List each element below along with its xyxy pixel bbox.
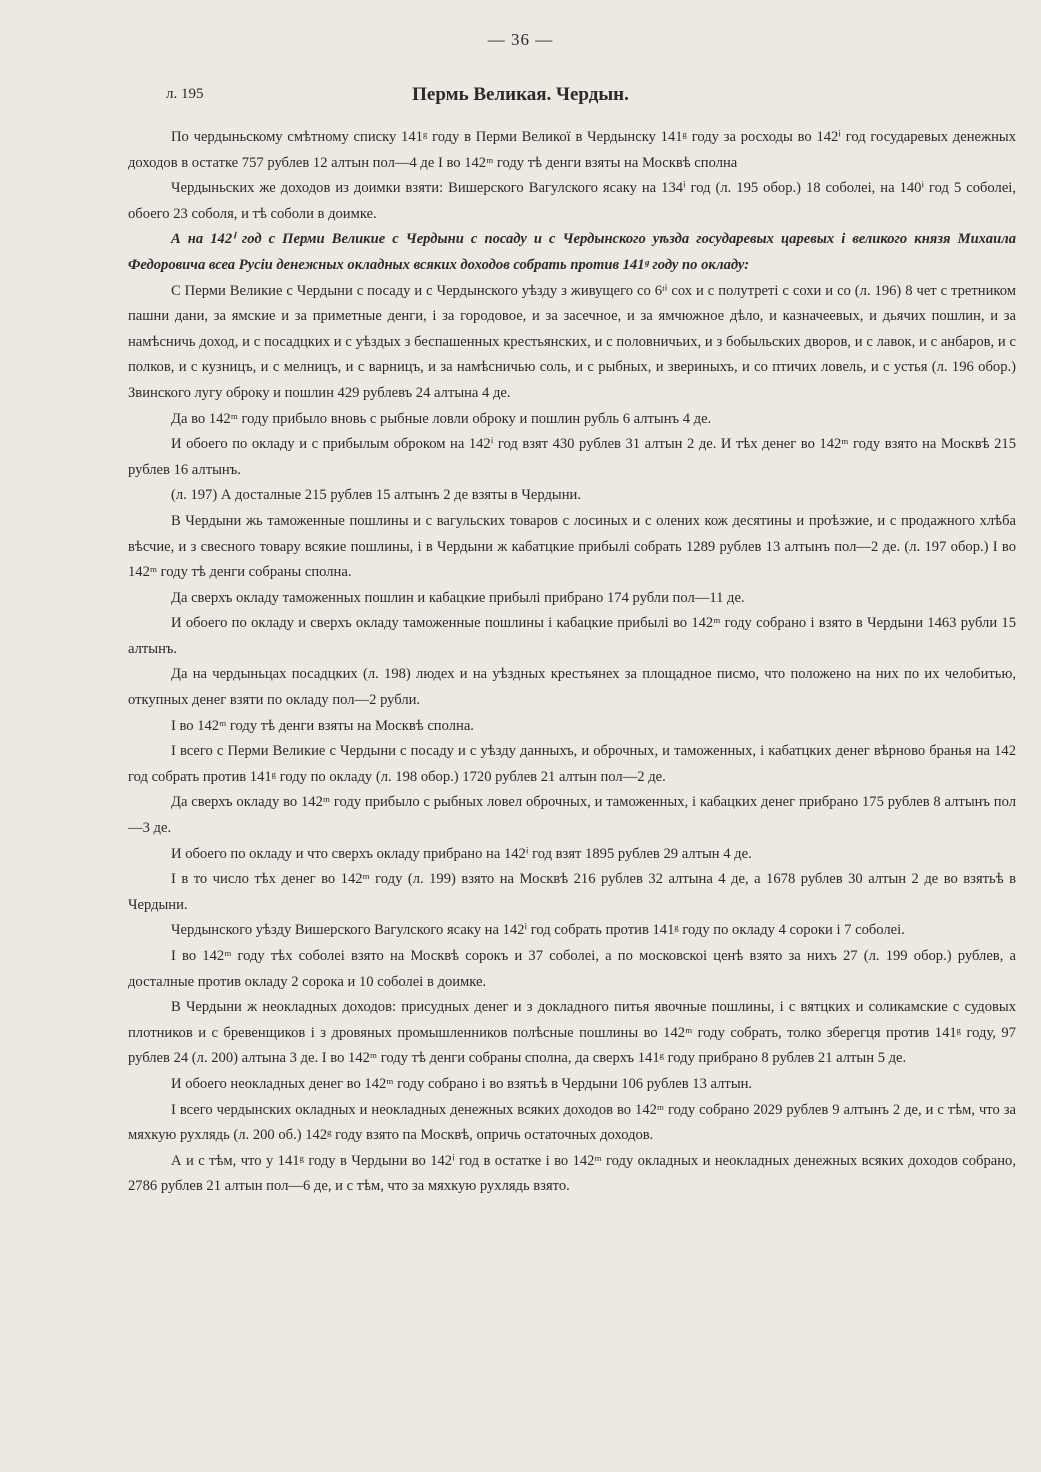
paragraph: В Чердыни ж неокладных доходов: присудных денег и з докладного питья явочные пошлины, і с вятцких и соликамские с судовых плотников и с бревенщиков і з дровяных промышленников полѣсные пошлины во 142ᵐ году собрать, толко зберегця против 141ᵍ году, 97 рублев 24 (л. 200) алтына 3 де. І во 142ᵐ году тѣ денги собраны сполна, да сверхъ 141ᵍ году прибрано 8 рублев 21 алтын 5 де. xyxy=(128,999,1016,1067)
paragraph: Чердынского уѣзду Вишерского Вагулского ясаку на 142ⁱ год собрать против 141ᵍ году по окладу 4 сороки і 7 соболеі. xyxy=(171,922,905,939)
page-title: Пермь Великая. Чердын. xyxy=(412,84,629,105)
paragraph: С Перми Великие с Чердыни с посаду и с Чердынского уѣзду з живущего со 6ᵗⁱ сох и с полутреті с сохи и со (л. 196) 8 чет с третником пашни дани, за ямские и за приметные денги, і за городовое, и за засечное, и за ямчюжное дѣло, и казначеевых, и дьячих пошлин, и за намѣсничь доход, и с посадцких и с уѣздых з беспашенных крестьянских, и с половничьих, и з бобыльских дворов, и с лавок, и с анбаров, и с полков, и с кузницъ, и с мелницъ, и с варницъ, и за намѣсничью соль, и с рыбных, и звериныхъ, и со птичих ловель, и с устья (л. 196 обор.) Звинского лугу оброку и пошлин 429 рублевъ 24 алтына 4 де. xyxy=(128,282,1016,401)
paragraph: І во 142ᵐ году тѣх соболеі взято на Москвѣ сорокъ и 37 соболеі, а по московскоі ценѣ взято за нихъ 27 (л. 199 обор.) рублев, а досталные против окладу 2 сорока и 10 соболеі в доимке. xyxy=(128,948,1016,990)
paragraph: И обоего по окладу и с прибылым оброком на 142ⁱ год взят 430 рублев 31 алтын 2 де. И тѣх денег во 142ᵐ году взято на Москвѣ 215 рублев 16 алтынъ. xyxy=(128,436,1016,478)
paragraph: А и с тѣм, что у 141ᵍ году в Чердыни во 142ⁱ год в остатке і во 142ᵐ году окладных и неокладных денежных всяких доходов собрано, 2786 рублев 21 алтын пол—6 де, и с тѣм, что за мяхкую рухлядь взято. xyxy=(128,1152,1016,1195)
paragraph: І во 142ᵐ году тѣ денги взяты на Москвѣ сполна. xyxy=(171,717,474,734)
paragraph: По чердыньскому смѣтному списку 141ᵍ году в Перми Великої в Чердынску 141ᵍ году за росходы во 142ⁱ год государевых денежных доходов в остатке 757 рублев 12 алтын пол—4 де І во 142ᵐ году тѣ денги взяты на Москвѣ сполна xyxy=(128,129,1016,171)
paragraph: В Чердыни жь таможенные пошлины и с вагульских товаров с лосиных и с олених кож десятины и проѣзжие, и с продажного хлѣба вѣсчие, и з свесного товару всякие пошлины, і в Чердыни ж кабатцкие прибылі собрать 1289 рублев 13 алтынъ пол—2 де. (л. 197 обор.) І во 142ᵐ году тѣ денги собраны сполна. xyxy=(128,512,1016,581)
sheet-reference: л. 195 xyxy=(166,86,204,102)
paragraph: І всего с Перми Великие с Чердыни с посаду и с уѣзду данныхъ, и оброчных, и таможенных, і кабатцких денег вѣрново бранья на 142 год собрать против 141ᵍ году по окладу (л. 198 обор.) 1720 рублев 21 алтын пол—2 де. xyxy=(128,743,1016,785)
page-number: — 36 — xyxy=(487,30,554,49)
paragraph-italic-heading: А на 142ⁱ год с Перми Великие с Чердыни с посаду и с Чердынского уѣзда государевых царевых і великого князя Михаила Федоровича всеа Русіи денежных окладных всяких доходов собрать против 141ᵍ году по окладу: xyxy=(128,231,1016,273)
body-text xyxy=(128,125,1016,1200)
paragraph: І всего чердынских окладных и неокладных денежных всяких доходов во 142ᵐ году собрано 2029 рублев 9 алтынъ 2 де, и с тѣм, что за мяхкую рухлядь (л. 200 об.) 142ᵍ году взято па Москвѣ, опричь остаточных доходов. xyxy=(128,1101,1016,1144)
paragraph: Да на чердыньцах посадцких (л. 198) людех и на уѣздных крестьянех за площадное писмо, что положено на них по их челобитью, откупных денег взяти по окладу пол—2 рубли. xyxy=(128,666,1016,709)
paragraph: (л. 197) А досталные 215 рублев 15 алтынъ 2 де взяты в Чердыни. xyxy=(171,487,582,504)
paragraph: Да во 142ᵐ году прибыло вновь с рыбные ловли оброку и пошлин рубль 6 алтынъ 4 де. xyxy=(171,410,712,427)
paragraph: И обоего по окладу и сверхъ окладу таможенные пошлины і кабацкие прибылі во 142ᵐ году собрано і взято в Чердыни 1463 рубли 15 алтынъ. xyxy=(128,615,1016,657)
paragraph: Да сверхъ окладу во 142ᵐ году прибыло с рыбных ловел оброчных, и таможенных, і кабацких денег прибрано 175 рублев 8 алтынъ пол—3 де. xyxy=(128,794,1016,837)
paragraph: И обоего по окладу и что сверхъ окладу прибрано на 142ⁱ год взят 1895 рублев 29 алтын 4 де. xyxy=(171,845,752,862)
paragraph: И обоего неокладных денег во 142ᵐ году собрано і во взятьѣ в Чердыни 106 рублев 13 алтын. xyxy=(171,1075,753,1092)
paragraph: І в то число тѣх денег во 142ᵐ году (л. 199) взято на Москвѣ 216 рублев 32 алтына 4 де, а 1678 рублев 30 алтын 2 де во взятьѣ в Чердыни. xyxy=(128,871,1016,913)
paragraph: Чердыньских же доходов из доимки взяти: Вишерского Вагулского ясаку на 134ⁱ год (л. 195 обор.) 18 соболеі, на 140ⁱ год 5 соболеі, обоего 23 соболя, и тѣ соболи в доимке. xyxy=(128,180,1016,222)
paragraph: Да сверхъ окладу таможенных пошлин и кабацкие прибылі прибрано 174 рубли пол—11 де. xyxy=(171,589,745,606)
